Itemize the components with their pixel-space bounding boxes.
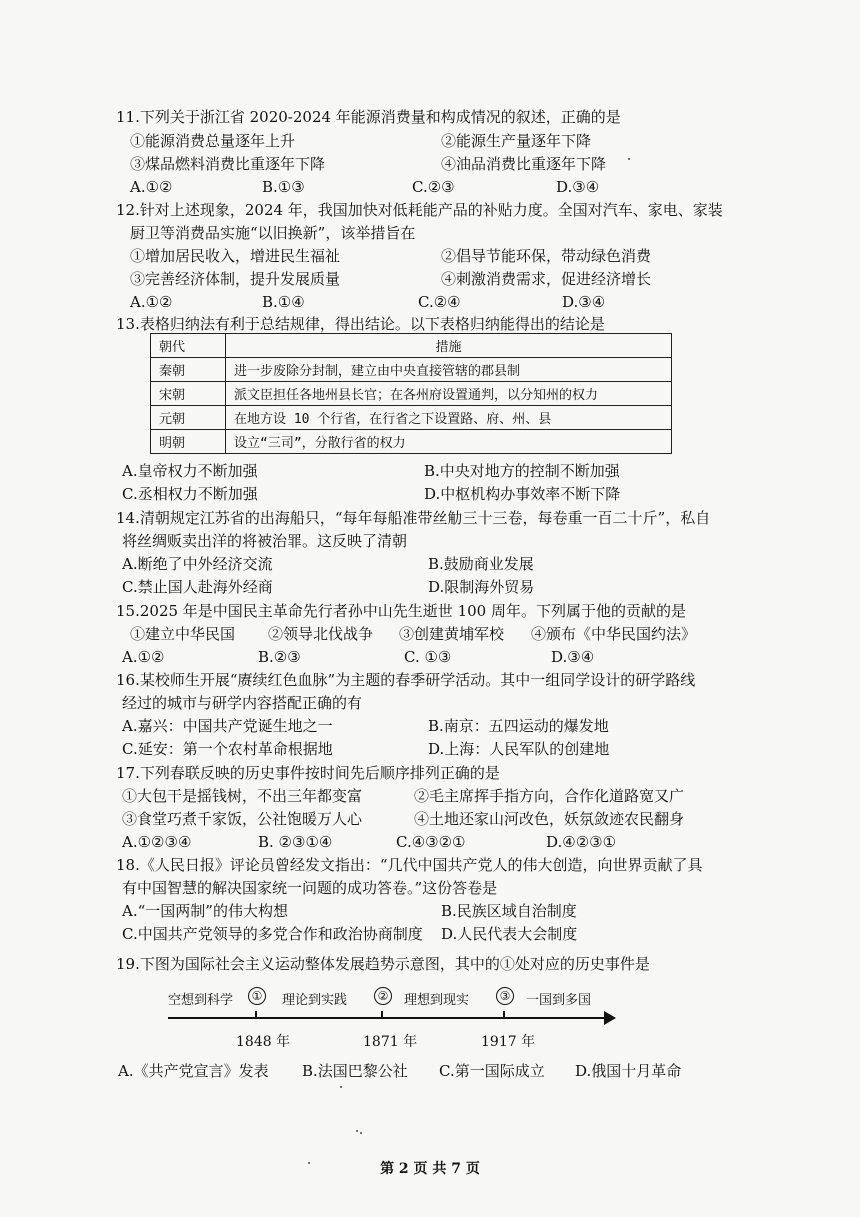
timeline-tick bbox=[503, 1011, 505, 1019]
q16-option-d: D.上海：人民军队的创建地 bbox=[428, 740, 610, 758]
scan-speck bbox=[360, 1132, 362, 1134]
mark-1: ① bbox=[248, 987, 266, 1005]
table-cell-measure: 进一步废除分封制，建立由中央直接管辖的郡县制 bbox=[226, 358, 672, 382]
q18-option-a: A.“一国两制”的伟大构想 bbox=[122, 902, 288, 920]
q11-option-b: B.①③ bbox=[262, 178, 305, 196]
q17-option-d: D.④②③① bbox=[546, 833, 617, 851]
q12-statement-2: ②倡导节能环保，带动绿色消费 bbox=[441, 247, 652, 265]
mark-3: ③ bbox=[496, 987, 514, 1005]
page-footer: 第 2 页 共 7 页 bbox=[380, 1161, 480, 1177]
q11-stem: 11.下列关于浙江省 2020-2024 年能源消费量和构成情况的叙述，正确的是 bbox=[116, 108, 621, 126]
q12-option-a: A.①② bbox=[130, 293, 173, 311]
q15-option-a: A.①② bbox=[122, 648, 165, 666]
stage-label: 一国到多国 bbox=[526, 993, 592, 1008]
q13-option-a: A.皇帝权力不断加强 bbox=[122, 462, 258, 480]
q19-option-b: B.法国巴黎公社 bbox=[302, 1062, 408, 1080]
q11-statement-4: ④油品消费比重逐年下降 bbox=[441, 155, 607, 173]
q19-stem: 19.下图为国际社会主义运动整体发展趋势示意图，其中的①处对应的历史事件是 bbox=[116, 955, 650, 973]
q13-option-b: B.中央对地方的控制不断加强 bbox=[424, 462, 620, 480]
q17-statement-1: ①大包干是摇钱树，不出三年都变富 bbox=[122, 787, 363, 805]
q12-option-d: D.③④ bbox=[562, 293, 606, 311]
q17-statement-4: ④土地还家山河改色，妖氛敛迹农民翻身 bbox=[414, 810, 685, 828]
q16-stem-line1: 16.某校师生开展“赓续红色血脉”为主题的春季研学活动。其中一组同学设计的研学路线 bbox=[116, 671, 696, 689]
scan-speck bbox=[356, 1130, 358, 1132]
q18-option-d: D.人民代表大会制度 bbox=[441, 925, 578, 943]
q15-statement-3: ③创建黄埔军校 bbox=[399, 625, 505, 643]
year-label: 1848 年 bbox=[236, 1034, 291, 1050]
q14-stem-line2: 将丝绸贩卖出洋的将被治罪。这反映了清朝 bbox=[122, 532, 408, 550]
q17-stem: 17.下列春联反映的历史事件按时间先后顺序排列正确的是 bbox=[116, 764, 500, 782]
q15-stem: 15.2025 年是中国民主革命先行者孙中山先生逝世 100 周年。下列属于他的贡献的是 bbox=[116, 602, 686, 620]
q15-statement-2: ②领导北伐战争 bbox=[268, 625, 374, 643]
scan-speck bbox=[628, 158, 630, 160]
q17-option-b: B. ②③①④ bbox=[258, 833, 333, 851]
q11-statement-2: ②能源生产量逐年下降 bbox=[441, 132, 592, 150]
q17-statement-2: ②毛主席挥手指方向，合作化道路宽又广 bbox=[414, 787, 685, 805]
q14-option-b: B.鼓励商业发展 bbox=[428, 555, 534, 573]
q12-statement-4: ④刺激消费需求，促进经济增长 bbox=[441, 270, 652, 288]
year-label: 1917 年 bbox=[481, 1034, 536, 1050]
q15-option-c: C. ①③ bbox=[404, 648, 452, 666]
socialism-trend-diagram bbox=[160, 985, 630, 1060]
table-cell-dynasty: 秦朝 bbox=[151, 358, 226, 382]
table-row bbox=[151, 430, 672, 454]
table-header-measures: 措施 bbox=[226, 334, 672, 358]
q14-option-d: D.限制海外贸易 bbox=[428, 578, 535, 596]
q15-option-d: D.③④ bbox=[551, 648, 595, 666]
q18-option-b: B.民族区域自治制度 bbox=[441, 902, 577, 920]
q12-option-c: C.②④ bbox=[418, 293, 461, 311]
table-cell-measure: 派文臣担任各地州县长官；在各州府设置通判，以分知州的权力 bbox=[226, 382, 672, 406]
q16-stem-line2: 经过的城市与研学内容搭配正确的有 bbox=[122, 694, 363, 712]
table-cell-dynasty: 元朝 bbox=[151, 406, 226, 430]
table-cell-dynasty: 明朝 bbox=[151, 430, 226, 454]
q17-option-c: C.④③②① bbox=[396, 833, 466, 851]
table-row bbox=[151, 382, 672, 406]
q15-statement-1: ①建立中华民国 bbox=[130, 625, 236, 643]
stage-label: 理想到现实 bbox=[404, 993, 470, 1008]
q15-statement-4: ④颁布《中华民国约法》 bbox=[531, 625, 697, 643]
timeline-tick bbox=[255, 1011, 257, 1019]
table-cell-dynasty: 宋朝 bbox=[151, 382, 226, 406]
q18-stem-line2: 有中国智慧的解决国家统一问题的成功答卷。”这份答卷是 bbox=[122, 879, 498, 897]
q11-statement-3: ③煤品燃料消费比重逐年下降 bbox=[130, 155, 326, 173]
table-row bbox=[151, 406, 672, 430]
timeline-tick bbox=[381, 1011, 383, 1019]
q13-option-d: D.中枢机构办事效率不断下降 bbox=[424, 485, 621, 503]
q19-option-c: C.第一国际成立 bbox=[439, 1062, 545, 1080]
q15-option-b: B.②③ bbox=[258, 648, 301, 666]
q11-statement-1: ①能源消费总量逐年上升 bbox=[130, 132, 296, 150]
q19-option-d: D.俄国十月革命 bbox=[575, 1062, 682, 1080]
stage-label: 空想到科学 bbox=[168, 993, 234, 1008]
q14-option-c: C.禁止国人赴海外经商 bbox=[122, 578, 273, 596]
table-row bbox=[151, 358, 672, 382]
q16-option-a: A.嘉兴：中国共产党诞生地之一 bbox=[122, 717, 333, 735]
table-cell-measure: 在地方设 10 个行省，在行省之下设置路、府、州、县 bbox=[226, 406, 672, 430]
q19-option-a: A.《共产党宣言》发表 bbox=[118, 1062, 269, 1080]
q12-option-b: B.①④ bbox=[262, 293, 305, 311]
q12-stem-line2: 厨卫等消费品实施“以旧换新”，该举措旨在 bbox=[130, 224, 416, 242]
q17-option-a: A.①②③④ bbox=[122, 833, 192, 851]
stage-label: 理论到实践 bbox=[282, 993, 348, 1008]
table-header-row bbox=[151, 334, 672, 358]
q11-option-a: A.①② bbox=[130, 178, 173, 196]
q11-option-c: C.②③ bbox=[412, 178, 455, 196]
year-label: 1871 年 bbox=[363, 1034, 418, 1050]
q12-statement-3: ③完善经济体制，提升发展质量 bbox=[130, 270, 341, 288]
timeline-axis bbox=[168, 1017, 608, 1019]
arrow-right-icon bbox=[604, 1011, 616, 1025]
q12-statement-1: ①增加居民收入，增进民生福祉 bbox=[130, 247, 341, 265]
q14-stem-line1: 14.清朝规定江苏省的出海船只，“每年每船准带丝觔三十三卷，每卷重一百二十斤”，私自 bbox=[116, 509, 711, 527]
q13-option-c: C.丞相权力不断加强 bbox=[122, 485, 258, 503]
mark-2: ② bbox=[374, 987, 392, 1005]
q12-stem-line1: 12.针对上述现象，2024 年，我国加快对低耗能产品的补贴力度。全国对汽车、家电、家装 bbox=[116, 201, 723, 219]
scan-speck bbox=[340, 1086, 342, 1088]
q18-option-c: C.中国共产党领导的多党合作和政治协商制度 bbox=[122, 925, 423, 943]
q18-stem-line1: 18.《人民日报》评论员曾经发文指出：“几代中国共产党人的伟大创造，向世界贡献了具 bbox=[116, 856, 703, 874]
q13-stem: 13.表格归纳法有利于总结规律，得出结论。以下表格归纳能得出的结论是 bbox=[116, 315, 605, 333]
table-header-dynasty: 朝代 bbox=[151, 334, 226, 358]
q17-statement-3: ③食堂巧煮千家饭，公社饱暖万人心 bbox=[122, 810, 363, 828]
table-cell-measure: 设立“三司”，分散行省的权力 bbox=[226, 430, 672, 454]
q16-option-b: B.南京：五四运动的爆发地 bbox=[428, 717, 609, 735]
q14-option-a: A.断绝了中外经济交流 bbox=[122, 555, 273, 573]
dynasty-measures-table bbox=[150, 333, 672, 454]
q11-option-d: D.③④ bbox=[556, 178, 600, 196]
q16-option-c: C.延安：第一个农村革命根据地 bbox=[122, 740, 333, 758]
